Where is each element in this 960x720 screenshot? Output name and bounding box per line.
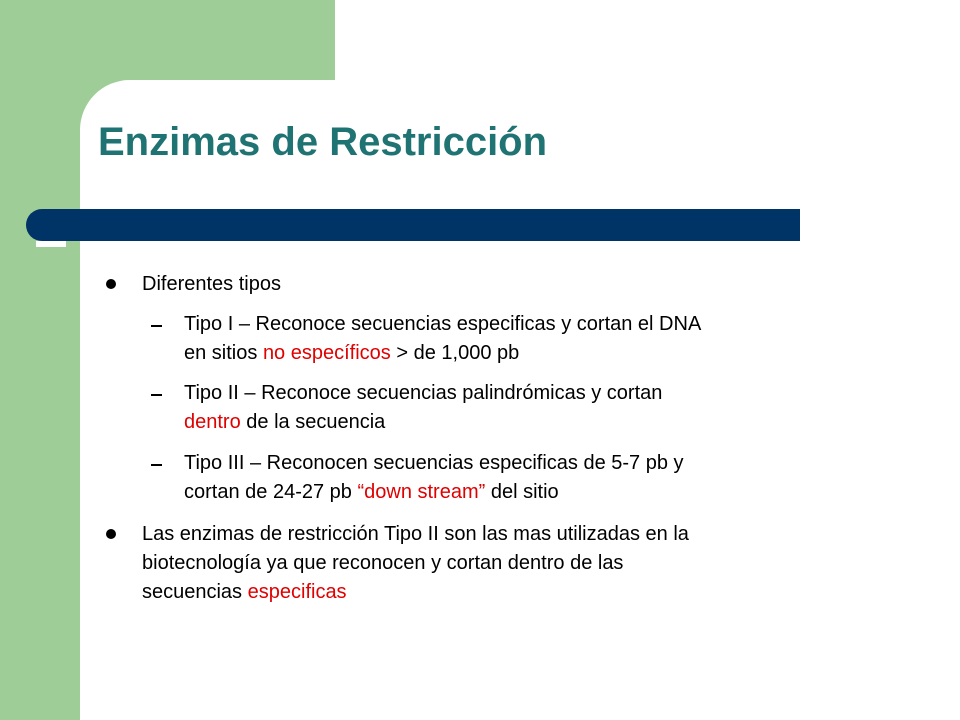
sub-item-line: Tipo III – Reconocen secuencias especificas de 5-7 pb y — [184, 452, 684, 474]
sub-item-text: de la secuencia — [240, 411, 386, 433]
sub-item-dash — [151, 394, 162, 396]
sub-item-text: cortan de 24-27 pb — [184, 481, 358, 503]
bullet-text — [142, 578, 347, 607]
sub-item-line: Tipo I – Reconoce secuencias especificas y cortan el DNA — [184, 313, 702, 335]
sub-item-dash — [151, 325, 162, 327]
sub-item-line — [184, 478, 559, 507]
sub-item-line: Tipo II – Reconoce secuencias palindrómicas y cortan — [184, 382, 663, 404]
bullet-text: Diferentes tipos — [142, 273, 281, 295]
bullet-text: Las enzimas de restricción Tipo II son las mas utilizadas en la — [142, 523, 689, 545]
bullet-text: biotecnología ya que reconocen y cortan dentro de las — [142, 552, 624, 574]
highlight-text: dentro — [184, 411, 241, 433]
sub-item-text: en sitios — [184, 342, 263, 364]
sub-item-line — [184, 339, 519, 368]
bullet-dot — [106, 529, 116, 539]
sub-item-text: del sitio — [485, 481, 559, 503]
slide-title: Enzimas de Restricción — [98, 120, 548, 164]
sub-item-text: > de 1,000 pb — [390, 342, 520, 364]
sub-item-line — [184, 408, 385, 437]
bullet-dot — [106, 279, 116, 289]
highlight-text: especificas — [247, 581, 347, 603]
highlight-text: “down stream” — [357, 481, 486, 503]
sub-item-dash — [151, 464, 162, 466]
highlight-text: no específicos — [262, 342, 391, 364]
bullet-text-part: secuencias — [142, 581, 248, 603]
